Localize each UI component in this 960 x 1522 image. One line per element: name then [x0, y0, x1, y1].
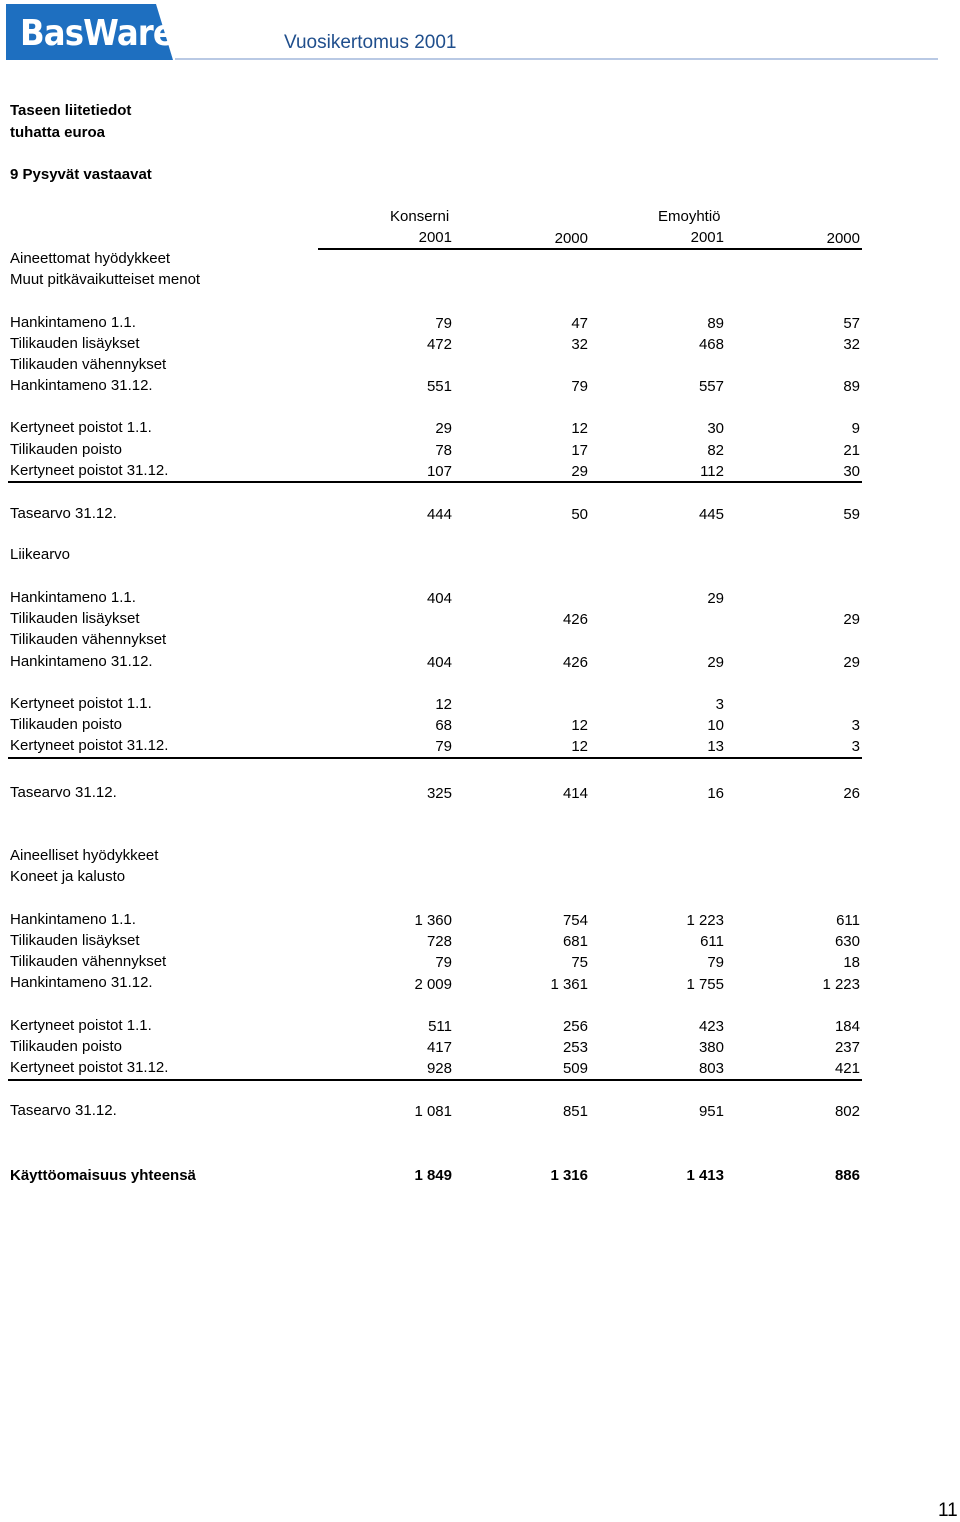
cell: 29: [843, 611, 860, 628]
cell: 681: [562, 933, 588, 950]
row-label: Kertyneet poistot 1.1.: [10, 695, 152, 712]
cell: 29: [435, 420, 452, 437]
cell: 1 360: [414, 912, 452, 929]
cell: 75: [571, 954, 588, 971]
cell: 79: [435, 738, 452, 755]
cell: 32: [843, 336, 860, 353]
cell: 89: [707, 315, 724, 332]
cell: 630: [834, 933, 860, 950]
cell: 404: [426, 654, 452, 671]
cell: 3: [851, 717, 860, 734]
cell: 16: [707, 785, 724, 802]
cell: 107: [426, 463, 452, 480]
cell: 112: [700, 463, 724, 480]
page-number: 11: [938, 1500, 958, 1521]
col-group-emoyhtio: Emoyhtiö: [658, 208, 721, 225]
cell: 1 755: [686, 976, 724, 993]
header-underline: [318, 248, 862, 250]
cell: 79: [435, 954, 452, 971]
row-label: Tilikauden poisto: [10, 716, 123, 733]
row-label: Kertyneet poistot 31.12.: [10, 462, 169, 479]
cell: 414: [562, 785, 588, 802]
row-label: Hankintameno 31.12.: [10, 653, 153, 670]
cell: 253: [562, 1039, 588, 1056]
cell: 57: [843, 315, 860, 332]
row-label: Hankintameno 1.1.: [10, 911, 136, 928]
cell: 50: [571, 506, 588, 523]
row-label: Hankintameno 1.1.: [10, 314, 136, 331]
cell: 557: [698, 378, 724, 395]
row-label: Käyttöomaisuus yhteensä: [10, 1167, 196, 1184]
cell: 256: [562, 1018, 588, 1035]
header-rule: [175, 58, 938, 60]
cell: 611: [836, 912, 860, 929]
cell: 21: [843, 442, 860, 459]
report-title: Vuosikertomus 2001: [284, 32, 457, 53]
cell: 12: [571, 738, 588, 755]
cell: 12: [571, 420, 588, 437]
row-label: Tilikauden poisto: [10, 441, 123, 458]
note-heading: 9 Pysyvät vastaavat: [10, 166, 152, 183]
cell: 754: [562, 912, 588, 929]
cell: 472: [426, 336, 452, 353]
cell: 423: [698, 1018, 724, 1035]
row-label: Tilikauden poisto: [10, 1038, 123, 1055]
cell: 802: [834, 1103, 860, 1120]
cell: 79: [707, 954, 724, 971]
col-year-3: 2001: [690, 229, 724, 246]
cell: 2 009: [414, 976, 452, 993]
cell: 3: [851, 738, 860, 755]
cell: 468: [698, 336, 724, 353]
cell: 380: [698, 1039, 724, 1056]
cell: 325: [426, 785, 452, 802]
row-label: Tilikauden vähennykset: [10, 953, 167, 970]
cell: 951: [698, 1103, 724, 1120]
row-label: Kertyneet poistot 1.1.: [10, 1017, 152, 1034]
row-label: Tilikauden vähennykset: [10, 356, 167, 373]
cell: 29: [571, 463, 588, 480]
cell: 68: [435, 717, 452, 734]
section-title: Aineettomat hyödykkeet: [10, 250, 171, 267]
cell: 511: [428, 1018, 452, 1035]
cell: 184: [834, 1018, 860, 1035]
cell: 421: [834, 1060, 860, 1077]
cell: 509: [562, 1060, 588, 1077]
cell: 12: [571, 717, 588, 734]
cell: 1 223: [822, 976, 860, 993]
cell: 79: [571, 378, 588, 395]
section-rule: [8, 757, 862, 759]
cell: 59: [843, 506, 860, 523]
section-rule: [8, 481, 862, 483]
cell: 1 223: [686, 912, 724, 929]
row-label: Hankintameno 31.12.: [10, 974, 153, 991]
row-label: Tilikauden lisäykset: [10, 932, 140, 949]
row-label: Tilikauden lisäykset: [10, 610, 140, 627]
cell: 404: [426, 590, 452, 607]
cell: 12: [435, 696, 452, 713]
row-label: Kertyneet poistot 31.12.: [10, 1059, 169, 1076]
cell: 851: [562, 1103, 588, 1120]
cell: 17: [571, 442, 588, 459]
section-title: Liikearvo: [10, 546, 71, 563]
logo-text: BasWare: [20, 13, 174, 54]
cell: 803: [698, 1060, 724, 1077]
row-label: Tilikauden vähennykset: [10, 631, 167, 648]
basware-logo: [6, 4, 173, 60]
cell: 237: [834, 1039, 860, 1056]
cell: 445: [698, 506, 724, 523]
cell: 18: [843, 954, 860, 971]
cell: 1 413: [686, 1167, 724, 1184]
cell: 611: [700, 933, 724, 950]
cell: 444: [426, 506, 452, 523]
row-label: Kertyneet poistot 31.12.: [10, 737, 169, 754]
cell: 82: [707, 442, 724, 459]
cell: 30: [707, 420, 724, 437]
section-rule: [8, 1079, 862, 1081]
cell: 10: [707, 717, 724, 734]
cell: 928: [426, 1060, 452, 1077]
cell: 551: [426, 378, 452, 395]
section-subtitle: Koneet ja kalusto: [10, 868, 126, 885]
cell: 1 316: [550, 1167, 588, 1184]
col-year-4: 2000: [826, 230, 860, 247]
row-label: Hankintameno 1.1.: [10, 589, 136, 606]
row-label: Tasearvo 31.12.: [10, 505, 117, 522]
cell: 47: [571, 315, 588, 332]
cell: 426: [562, 611, 588, 628]
cell: 29: [707, 654, 724, 671]
cell: 1 361: [550, 976, 588, 993]
cell: 32: [571, 336, 588, 353]
section-subtitle: Muut pitkävaikutteiset menot: [10, 271, 201, 288]
row-label: Tasearvo 31.12.: [10, 784, 117, 801]
cell: 3: [715, 696, 724, 713]
cell: 26: [843, 785, 860, 802]
cell: 30: [843, 463, 860, 480]
cell: 13: [707, 738, 724, 755]
cell: 89: [843, 378, 860, 395]
col-year-1: 2001: [418, 229, 452, 246]
page-heading: Taseen liitetiedot: [10, 102, 132, 119]
unit-heading: tuhatta euroa: [10, 124, 106, 141]
cell: 1 849: [414, 1167, 452, 1184]
cell: 79: [435, 315, 452, 332]
cell: 9: [851, 420, 860, 437]
cell: 78: [435, 442, 452, 459]
cell: 417: [426, 1039, 452, 1056]
col-year-2: 2000: [554, 230, 588, 247]
row-label: Kertyneet poistot 1.1.: [10, 419, 152, 436]
cell: 886: [834, 1167, 860, 1184]
row-label: Tilikauden lisäykset: [10, 335, 140, 352]
row-label: Tasearvo 31.12.: [10, 1102, 117, 1119]
cell: 426: [562, 654, 588, 671]
row-label: Hankintameno 31.12.: [10, 377, 153, 394]
cell: 1 081: [414, 1103, 452, 1120]
cell: 29: [707, 590, 724, 607]
cell: 29: [843, 654, 860, 671]
section-title: Aineelliset hyödykkeet: [10, 847, 159, 864]
cell: 728: [426, 933, 452, 950]
col-group-konserni: Konserni: [390, 208, 450, 225]
